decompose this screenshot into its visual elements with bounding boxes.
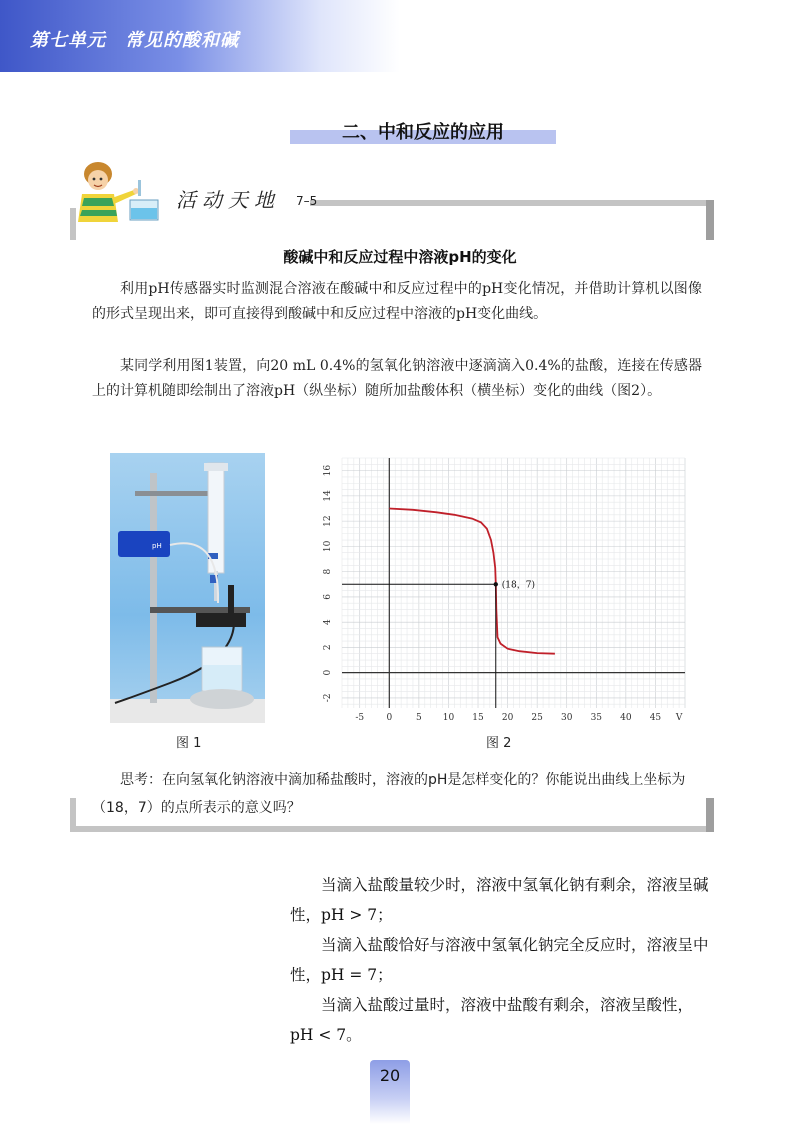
answer-line-alkaline: 当滴入盐酸量较少时，溶液中氢氧化钠有剩余，溶液呈碱性，pH > 7； — [290, 876, 709, 924]
x-tick-label: 15 — [472, 713, 484, 723]
y-tick-label: 8 — [323, 568, 333, 575]
experiment-paragraph: 某同学利用图1装置，向20 mL 0.4%的氢氧化钠溶液中逐滴滴入0.4%的盐酸，连接在传感器上的计算机随即绘制出了溶液pH（纵坐标）随所加盐酸体积（横坐标）变化的曲线（图2）。 — [92, 358, 702, 399]
x-tick-label: 10 — [442, 713, 455, 723]
y-tick-label: 10 — [323, 540, 333, 553]
x-tick-label: V — [675, 713, 683, 723]
y-tick-label: 4 — [323, 619, 333, 626]
x-tick-label: 45 — [649, 713, 662, 723]
y-tick-label: 14 — [323, 490, 333, 502]
chart-annotations — [342, 579, 535, 708]
x-tick-label: 30 — [560, 713, 573, 723]
activity-box-right-bar — [706, 200, 714, 240]
ph-curve-chart — [320, 450, 695, 725]
sensor-label: pH — [152, 542, 162, 550]
y-tick-label: 2 — [323, 644, 333, 651]
boy-illustration-icon — [68, 160, 168, 222]
equivalence-point — [494, 582, 498, 586]
activity-number: 7–5 — [296, 194, 318, 208]
intro-paragraph: 利用pH传感器实时监测混合溶液在酸碱中和反应过程中的pH变化情况，并借助计算机以图像的形式呈现出来，即可直接得到酸碱中和反应过程中溶液的pH变化曲线。 — [92, 281, 702, 322]
think-box-bottom-line — [70, 826, 706, 832]
y-tick-label: 6 — [323, 594, 333, 600]
activity-box-top-line — [310, 200, 706, 206]
y-tick-label: 16 — [323, 464, 333, 477]
x-tick-label: 35 — [590, 713, 603, 723]
y-tick-label: -2 — [323, 693, 333, 703]
figure2-caption: 图 2 — [486, 736, 512, 751]
equivalence-point-label: (18，7) — [501, 580, 535, 591]
section-heading — [290, 118, 556, 146]
x-tick-label: 5 — [416, 713, 422, 723]
x-tick-label: 40 — [620, 713, 632, 723]
activity-subtitle: 酸碱中和反应过程中溶液pH的变化 — [283, 248, 517, 266]
think-question: 思考：在向氢氧化钠溶液中滴加稀盐酸时，溶液的pH是怎样变化的？你能说出曲线上坐标为（18，7）的点所表示的意义吗？ — [92, 772, 686, 816]
answer-line-neutral: 当滴入盐酸恰好与溶液中氢氧化钠完全反应时，溶液呈中性，pH = 7； — [290, 936, 709, 984]
chart-ticks — [323, 465, 683, 723]
unit-title: 第七单元 常见的酸和碱 — [30, 30, 239, 51]
x-tick-label: 0 — [386, 713, 393, 723]
y-tick-label: 0 — [323, 669, 333, 676]
think-box-right-bar — [706, 798, 714, 832]
apparatus-photo — [110, 453, 265, 723]
answer-line-acidic: 当滴入盐酸过量时，溶液中盐酸有剩余，溶液呈酸性，pH < 7。 — [290, 996, 694, 1044]
x-tick-label: -5 — [355, 713, 365, 723]
figure1-caption: 图 1 — [176, 736, 202, 751]
x-tick-label: 25 — [531, 713, 543, 723]
activity-label: 活动天地 — [176, 188, 280, 212]
answer-block — [290, 870, 715, 1050]
section-title: 二、中和反应的应用 — [342, 122, 504, 143]
page-number-tab — [370, 1060, 410, 1124]
page-number: 20 — [379, 1066, 401, 1085]
x-tick-label: 20 — [501, 713, 514, 723]
y-tick-label: 12 — [323, 515, 333, 527]
apparatus-drawing — [110, 453, 265, 723]
